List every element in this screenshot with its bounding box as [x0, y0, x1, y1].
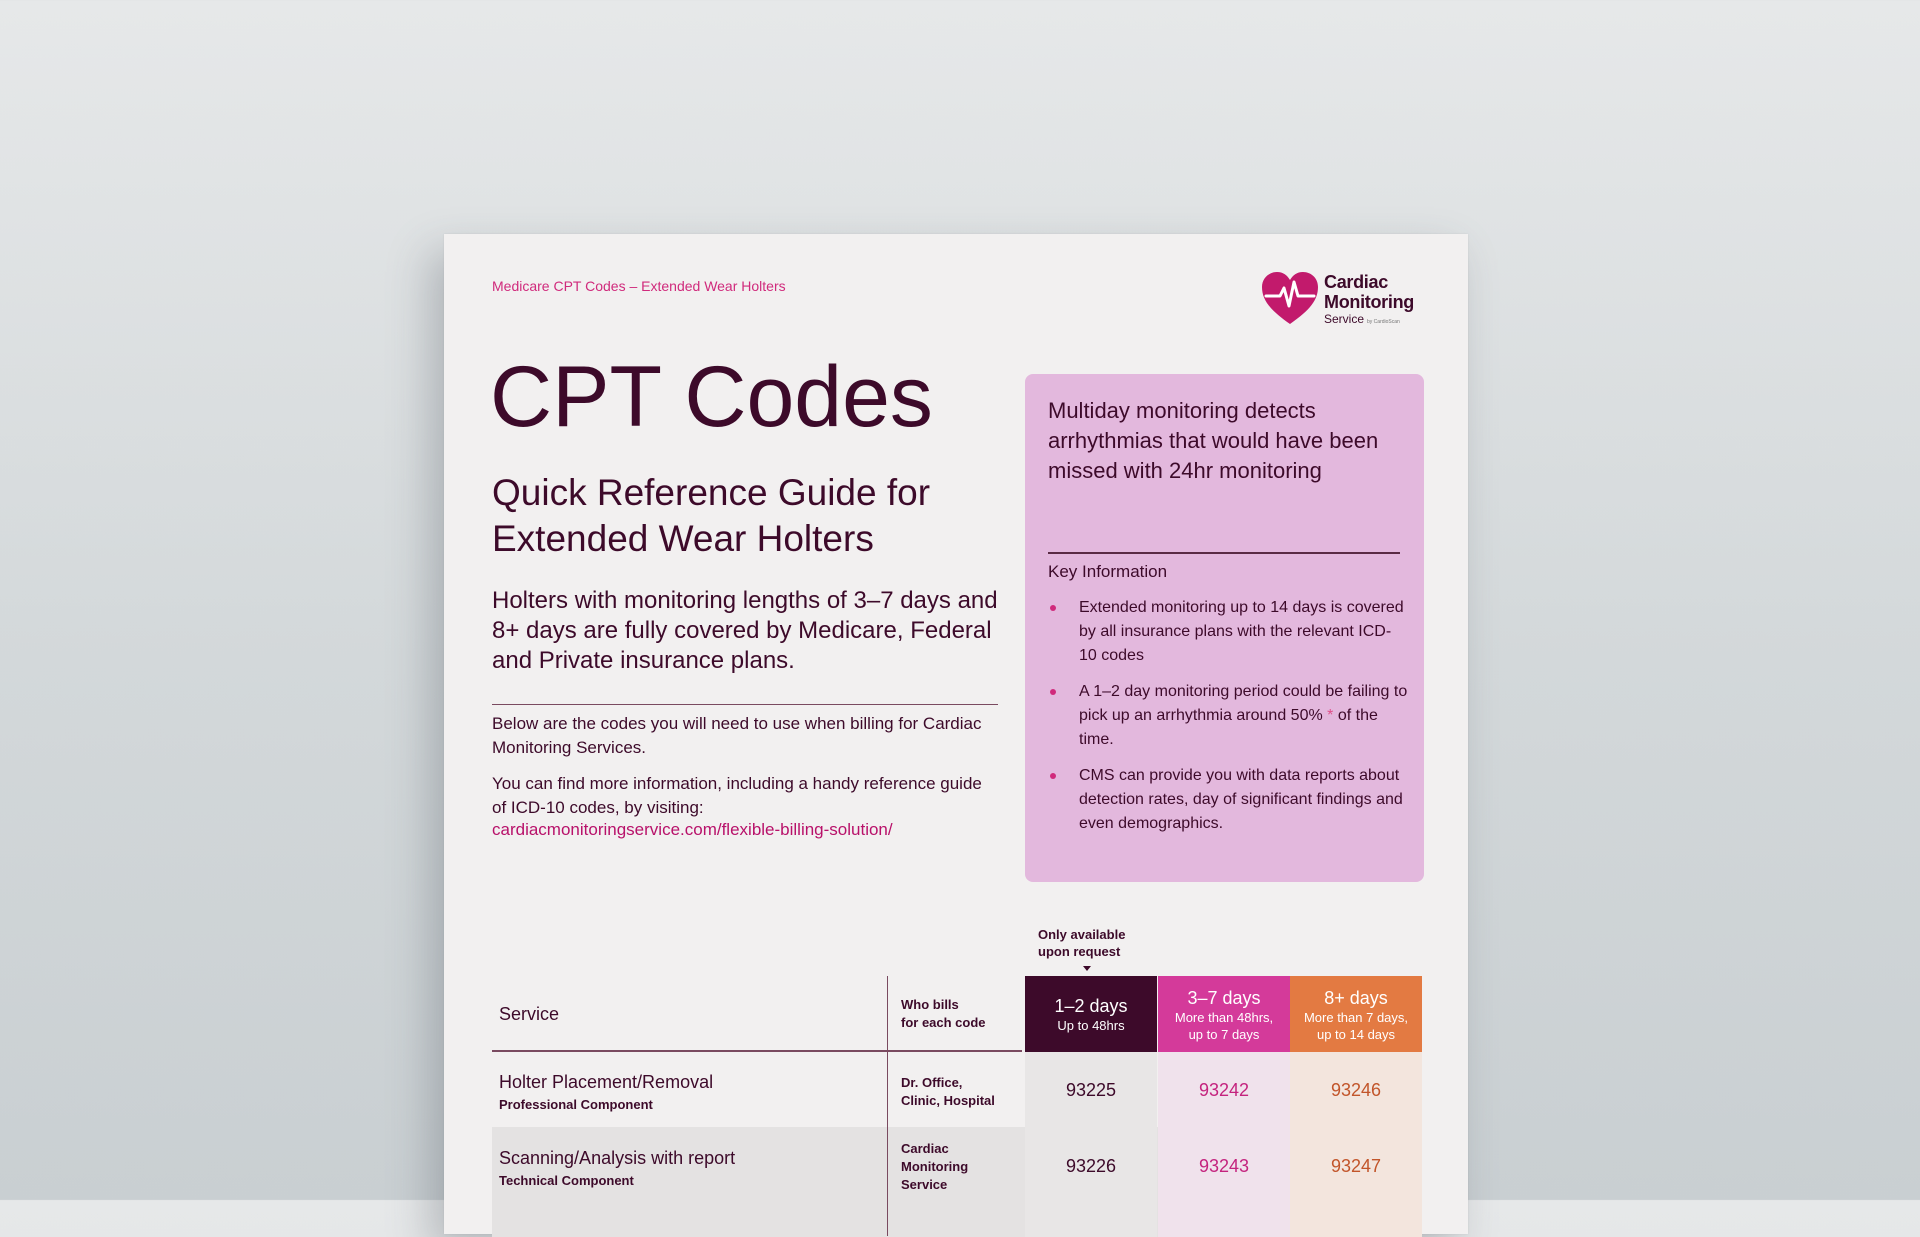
bullet-tail: of the time. [1079, 707, 1378, 748]
logo-service: Service [1324, 312, 1365, 326]
callout-box [1025, 374, 1424, 882]
service-name: Holter Placement/Removal [499, 1072, 714, 1092]
cpt-code: 93226 [1065, 1156, 1117, 1176]
column-sub: More than 48hrs, [1174, 1010, 1274, 1025]
table-row-service [499, 1148, 735, 1188]
column-sub: up to 7 days [1188, 1027, 1260, 1042]
cpt-code: 93242 [1198, 1080, 1250, 1100]
who-line: Dr. Office, [901, 1075, 963, 1090]
cpt-code: 93247 [1330, 1156, 1382, 1176]
cpt-code: 93246 [1330, 1080, 1382, 1100]
table-row-who [901, 1140, 968, 1194]
header-line: for each code [901, 1015, 986, 1030]
cpt-code: 93225 [1065, 1080, 1117, 1100]
cpt-code: 93243 [1198, 1156, 1250, 1176]
table-row-who [901, 1074, 995, 1110]
column-header-8-plus-days [1290, 976, 1422, 1052]
column-sub: up to 14 days [1316, 1027, 1396, 1042]
caret-down-icon [1083, 966, 1091, 971]
list-item [1048, 596, 1408, 668]
column-days: 1–2 days [1054, 996, 1128, 1016]
callout-quote: Multiday monitoring detects arrhythmias that would have been missed with 24hr monitoring [1048, 398, 1379, 483]
who-bills-header [901, 996, 986, 1032]
column-sub: More than 7 days, [1303, 1010, 1409, 1025]
info-paragraph: You can find more information, including a handy reference guide of ICD-10 codes, by visiting: [492, 774, 982, 817]
footnote-star: * [1327, 707, 1334, 724]
logo-line2: Monitoring [1324, 292, 1414, 312]
bullet-text: Extended monitoring up to 14 days is covered by all insurance plans with the relevant ICD-10 codes [1079, 599, 1404, 664]
note-line: Only available [1038, 927, 1126, 942]
note-line: upon request [1038, 944, 1121, 959]
column-days: 3–7 days [1187, 988, 1261, 1008]
logo-line3 [1324, 312, 1400, 326]
service-name: Scanning/Analysis with report [499, 1148, 736, 1168]
lead-paragraph: Holters with monitoring lengths of 3–7 days and 8+ days are fully covered by Medicare, Federal and Private insurance plans. [492, 587, 998, 674]
divider [492, 704, 998, 705]
page-subtitle: Quick Reference Guide for Extended Wear Holters [492, 472, 931, 559]
service-component: Professional Component [499, 1097, 653, 1112]
service-component: Technical Component [499, 1173, 634, 1188]
document-page [444, 234, 1468, 1234]
availability-note [1038, 926, 1125, 960]
list-item [1048, 764, 1408, 836]
page-title: CPT Codes [490, 349, 933, 445]
who-line: Monitoring [901, 1159, 969, 1174]
column-header-1-2-days [1025, 976, 1157, 1052]
table-header-rule [492, 1050, 1022, 1052]
who-line: Service [901, 1177, 948, 1192]
eyebrow-label: Medicare CPT Codes – Extended Wear Holters [492, 278, 786, 294]
billing-link[interactable]: cardiacmonitoringservice.com/flexible-billing-solution/ [492, 820, 893, 839]
column-days: 8+ days [1324, 988, 1388, 1008]
who-line: Clinic, Hospital [901, 1093, 995, 1108]
column-header-3-7-days [1158, 976, 1290, 1052]
bullet-text: CMS can provide you with data reports about detection rates, day of significant findings and even demographics. [1079, 767, 1403, 832]
key-information-heading: Key Information [1048, 562, 1168, 581]
header-line: Who bills [901, 997, 959, 1012]
logo-line1: Cardiac [1324, 272, 1388, 292]
bullet-text: A 1–2 day monitoring period could be failing to pick up an arrhythmia around 50% [1079, 683, 1408, 724]
billing-paragraph: Below are the codes you will need to use when billing for Cardiac Monitoring Services. [492, 714, 982, 757]
table-row-service [499, 1072, 713, 1112]
list-item [1048, 680, 1408, 752]
who-line: Cardiac [901, 1141, 949, 1156]
column-sub: Up to 48hrs [1057, 1018, 1125, 1033]
heart-pulse-icon [1260, 270, 1320, 326]
service-header: Service [499, 1004, 560, 1024]
callout-divider [1048, 552, 1400, 554]
table-column-rule [887, 976, 888, 1236]
logo-tagline: by CardioScan [1367, 319, 1400, 325]
brand-logo [1260, 268, 1435, 328]
key-information-list [1048, 596, 1408, 848]
